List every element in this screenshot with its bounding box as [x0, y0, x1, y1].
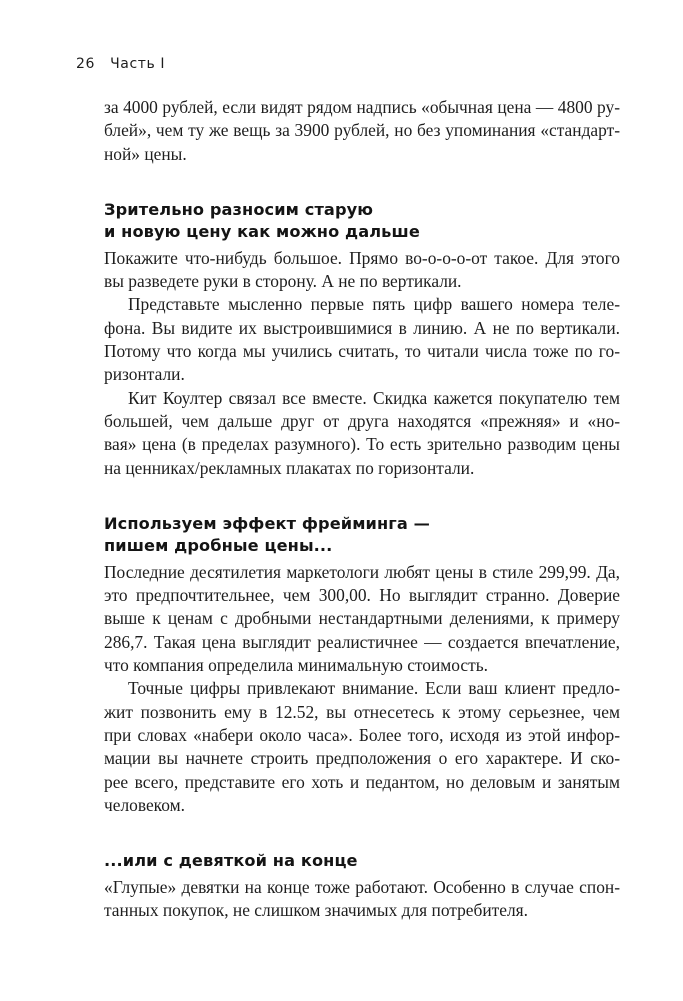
- section-heading-1: Зрительно разносим старую и новую цену как можно дальше: [104, 199, 420, 242]
- text-line: Покажите что-нибудь большое. Прямо во-о-о-о-от такое. Для этого: [104, 247, 620, 268]
- paragraph: [104, 293, 620, 386]
- text-line: Потому что когда мы учились считать, то читали числа тоже по го-: [104, 341, 620, 362]
- text-line: мации вы начнете строить предположения о его характере. И ско-: [104, 748, 620, 769]
- paragraph: [104, 247, 620, 294]
- text-line: Последние десятилетия маркетологи любят цены в стиле 299,99. Да,: [104, 561, 620, 582]
- paragraph: [104, 876, 620, 923]
- page-body: [104, 96, 620, 922]
- text-line: выше к ценам с дробными нестандартными делениями, к примеру: [104, 608, 620, 629]
- text-line: ризонтали.: [104, 364, 185, 385]
- text-line: за 4000 рублей, если видят рядом надпись «обычная цена — 4800 ру-: [104, 97, 620, 117]
- text-line: блей», чем ту же вещь за 3900 рублей, но без упоминания «стандарт-: [104, 120, 620, 141]
- page-number: 26: [76, 56, 96, 72]
- text-line: человеком.: [104, 794, 185, 815]
- text-line: Точные цифры привлекают внимание. Если ваш клиент предло-: [128, 678, 620, 699]
- text-line: «Глупые» девятки на конце тоже работают. Особенно в случае спон-: [104, 876, 620, 897]
- text-line: что компания определила минимальную стоимость.: [104, 655, 489, 676]
- text-line: Представьте мысленно первые пять цифр вашего номера теле-: [128, 294, 620, 315]
- part-title: Часть I: [110, 56, 166, 72]
- text-line: 286,7. Такая цена выглядит реалистичнее — создается впечатление,: [104, 631, 620, 652]
- section-heading-2: Используем эффект фрейминга — пишем дробные цены...: [104, 513, 430, 556]
- text-line: ной» цены.: [104, 143, 187, 164]
- text-line: Кит Коултер связал все вместе. Скидка кажется покупателю тем: [128, 387, 620, 408]
- intro-paragraph: [104, 96, 620, 166]
- paragraph: [104, 561, 620, 677]
- text-line: вы разведете руки в сторону. А не по вертикали.: [104, 271, 462, 292]
- text-line: вая» цена (в пределах разумного). То есть зрительно разводим цены: [104, 434, 620, 455]
- text-line: на ценниках/рекламных плакатах по горизонтали.: [104, 457, 475, 478]
- text-line: рее всего, представите его хоть и педантом, но деловым и занятым: [104, 771, 620, 792]
- paragraph: [104, 387, 620, 480]
- text-line: это предпочтительнее, чем 300,00. Но выглядит странно. Доверие: [104, 585, 620, 606]
- text-line: большей, чем дальше друг от друга находятся «прежняя» и «но-: [104, 410, 620, 431]
- section-heading-3: ...или с девяткой на конце: [104, 851, 358, 871]
- text-line: жит позвонить ему в 12.52, вы отнесетесь к этому серьезнее, чем: [104, 701, 620, 722]
- text-line: танных покупок, не слишком значимых для потребителя.: [104, 899, 529, 920]
- running-head: [76, 56, 165, 72]
- text-line: фона. Вы видите их выстроившимися в линию. А не по вертикали.: [104, 317, 620, 338]
- text-line: при словах «набери около часа». Более того, исходя из этой инфор-: [104, 724, 620, 745]
- paragraph: [104, 677, 620, 817]
